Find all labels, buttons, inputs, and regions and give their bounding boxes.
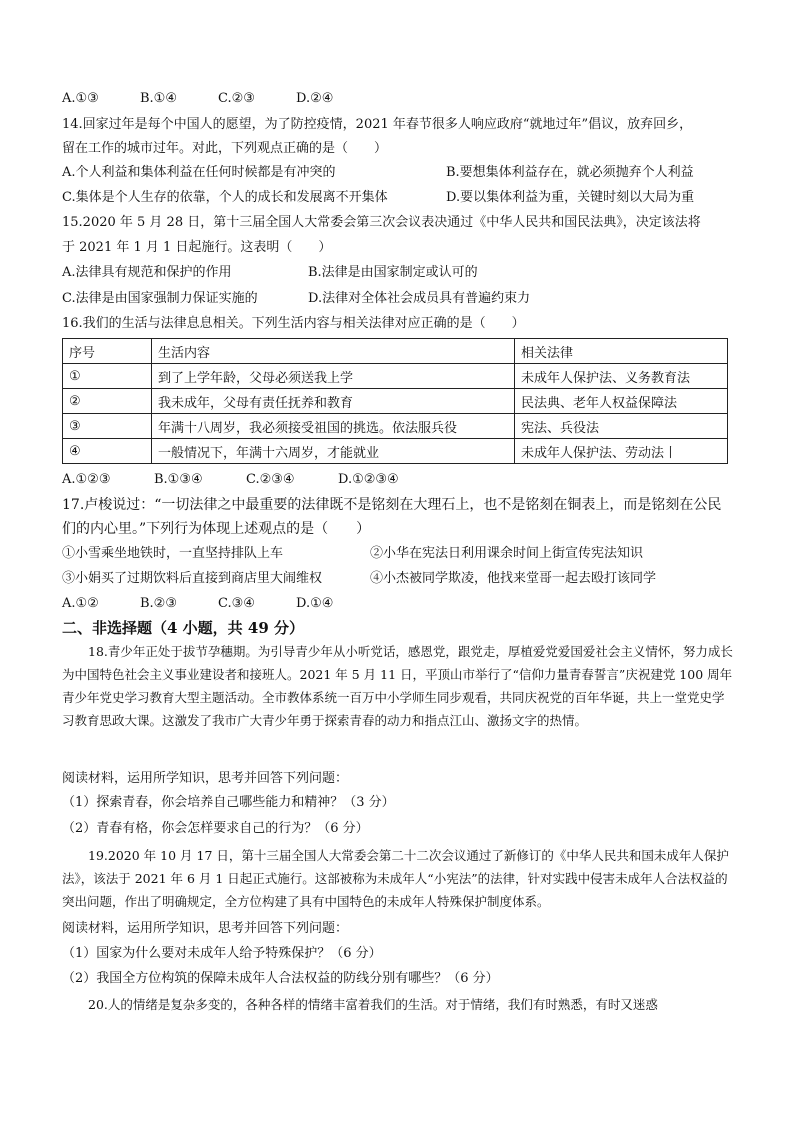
- q14-stem-line2: 留在工作的城市过年。对此，下列观点正确的是（ ）: [62, 141, 388, 156]
- q16-options: [62, 471, 399, 489]
- q14-option-c: C.集体是个人生存的依靠，个人的成长和发展离不开集体: [62, 190, 388, 205]
- table-row: [63, 439, 728, 464]
- q18-sub-question-2: （2）青春有格，你会怎样要求自己的行为？（6 分）: [62, 821, 369, 836]
- q14-option-d: D.要以集体利益为重，关键时刻以大局为重: [446, 190, 695, 205]
- q13-option-d: D.②④: [296, 91, 334, 106]
- table-cell: 年满十八周岁，我必须接受祖国的挑选。依法服兵役: [152, 414, 515, 439]
- q17-stem-line1: 17.卢梭说过：“一切法律之中最重要的法律既不是铭刻在大理石上，也不是铭刻在铜表上，而是铭刻在公民: [62, 497, 722, 513]
- table-cell: ③: [63, 414, 152, 439]
- q13-option-a: A.①③: [62, 91, 99, 106]
- q19-material: 19.2020 年 10 月 17 日，第十三届全国人大常委会第二十二次会议通过了新修订的《中华人民共和国未成年人保护法》，该法于 2021 年 6 月 1 日起正式施行。这部被称为未成年人“小宪法”的法律，针对实践中侵害未成年人合法权益的突出问题，作出了明确规定，全方位构建了具有中国特色的未成年人特殊保护制度体系。: [62, 848, 729, 909]
- q16-stem: 16.我们的生活与法律息息相关。下列生活内容与相关法律对应正确的是（ ）: [62, 316, 525, 331]
- table-cell: 未成年人保护法、劳动法丨: [515, 439, 728, 464]
- table-cell: ④: [63, 439, 152, 464]
- q16-option-a: A.①②③: [62, 472, 111, 487]
- q18-prompt: 阅读材料，运用所学知识，思考并回答下列问题：: [62, 771, 349, 786]
- q19-prompt: 阅读材料，运用所学知识，思考并回答下列问题：: [62, 921, 349, 936]
- table-cell: 一般情况下，年满十六周岁，才能就业: [152, 439, 515, 464]
- table-cell: 到了上学年龄，父母必须送我上学: [152, 364, 515, 389]
- q19-sub-question-2: （2）我国全方位构筑的保障未成年人合法权益的防线分别有哪些？（6 分）: [62, 971, 499, 986]
- q13-option-b: B.①④: [140, 91, 177, 106]
- q16-option-b: B.①③④: [154, 472, 203, 487]
- q14-stem-line1: 14.回家过年是每个中国人的愿望，为了防控疫情，2021 年春节很多人响应政府“就地过年”倡议，放弃回乡，: [62, 117, 693, 132]
- q17-item-1: ①小雪乘坐地铁时，一直坚持排队上车: [62, 546, 284, 561]
- q15-stem-line1: 15.2020 年 5 月 28 日，第十三届全国人大常委会第三次会议表决通过《中华人民共和国民法典》，决定该法将: [62, 215, 701, 230]
- q20-material: 20.人的情绪是复杂多变的，各种各样的情绪丰富着我们的生活。对于情绪，我们有时熟悉，有时又迷惑: [88, 997, 658, 1012]
- q18-material: 18.青少年正处于拔节孕穗期。为引导青少年从小听党话，感恩党，跟党走，厚植爱党爱国爱社会主义情怀，努力成长为中国特色社会主义事业建设者和接班人。2021 年 5 月 11 日，平顶山市举行了“信仰力量青春誓言”庆祝建党 100 周年青少年党史学习教育大型主题活动。全市教体系统一百万中小学师生同步观看，共同庆祝党的百年华诞，共上一堂党史学习教育思政大课。这激发了我市广大青少年勇于探索青春的动力和指点江山、激扬文字的热情。: [62, 644, 733, 728]
- q17-item-4: ④小杰被同学欺凌，他找来堂哥一起去殴打该同学: [370, 571, 657, 586]
- table-cell: 民法典、老年人权益保障法: [515, 389, 728, 414]
- table-header-cell: 序号: [63, 339, 152, 364]
- q17-item-3: ③小娟买了过期饮料后直接到商店里大闹维权: [62, 571, 323, 586]
- law-table: [62, 338, 728, 464]
- q18-sub-question-1: （1）探索青春，你会培养自己哪些能力和精神？（3 分）: [62, 795, 395, 810]
- q17-option-c: C.③④: [218, 596, 255, 611]
- table-row: [63, 414, 728, 439]
- q13-option-c: C.②③: [218, 91, 255, 106]
- q15-option-b: B.法律是由国家制定或认可的: [308, 265, 478, 280]
- q16-option-d: D.①②③④: [338, 472, 399, 487]
- q19-sub-question-1: （1）国家为什么要对未成年人给予特殊保护？（6 分）: [62, 946, 382, 961]
- q15-option-c: C.法律是由国家强制力保证实施的: [62, 291, 258, 306]
- q14-option-b: B.要想集体利益存在，就必须抛弃个人利益: [446, 165, 694, 180]
- table-cell: 未成年人保护法、义务教育法: [515, 364, 728, 389]
- table-header-cell: 相关法律: [515, 339, 728, 364]
- q17-option-d: D.①④: [296, 596, 334, 611]
- table-header-cell: 生活内容: [152, 339, 515, 364]
- q15-stem-line2: 于 2021 年 1 月 1 日起施行。这表明（ ）: [62, 240, 332, 255]
- q17-item-2: ②小华在宪法日利用课余时间上街宣传宪法知识: [370, 546, 644, 561]
- q17-option-a: A.①②: [62, 596, 99, 611]
- q17-option-b: B.②③: [140, 596, 177, 611]
- table-cell: 宪法、兵役法: [515, 414, 728, 439]
- section-heading: 二、非选择题（4 小题，共 49 分）: [62, 619, 304, 637]
- q16-option-c: C.②③④: [246, 472, 295, 487]
- table-cell: ②: [63, 389, 152, 414]
- table-cell: 我未成年，父母有责任抚养和教育: [152, 389, 515, 414]
- q15-option-d: D.法律对全体社会成员具有普遍约束力: [308, 291, 531, 306]
- q17-stem-line2: 们的内心里。”下列行为体现上述观点的是（ ）: [62, 521, 371, 537]
- q14-option-a: A.个人利益和集体利益在任何时候都是有冲突的: [62, 165, 336, 180]
- q17-options: [62, 595, 333, 613]
- table-row: [63, 389, 728, 414]
- q13-options: [62, 90, 333, 108]
- table-row: [63, 364, 728, 389]
- q15-option-a: A.法律具有规范和保护的作用: [62, 265, 232, 280]
- table-header-row: [63, 339, 728, 364]
- table-cell: ①: [63, 364, 152, 389]
